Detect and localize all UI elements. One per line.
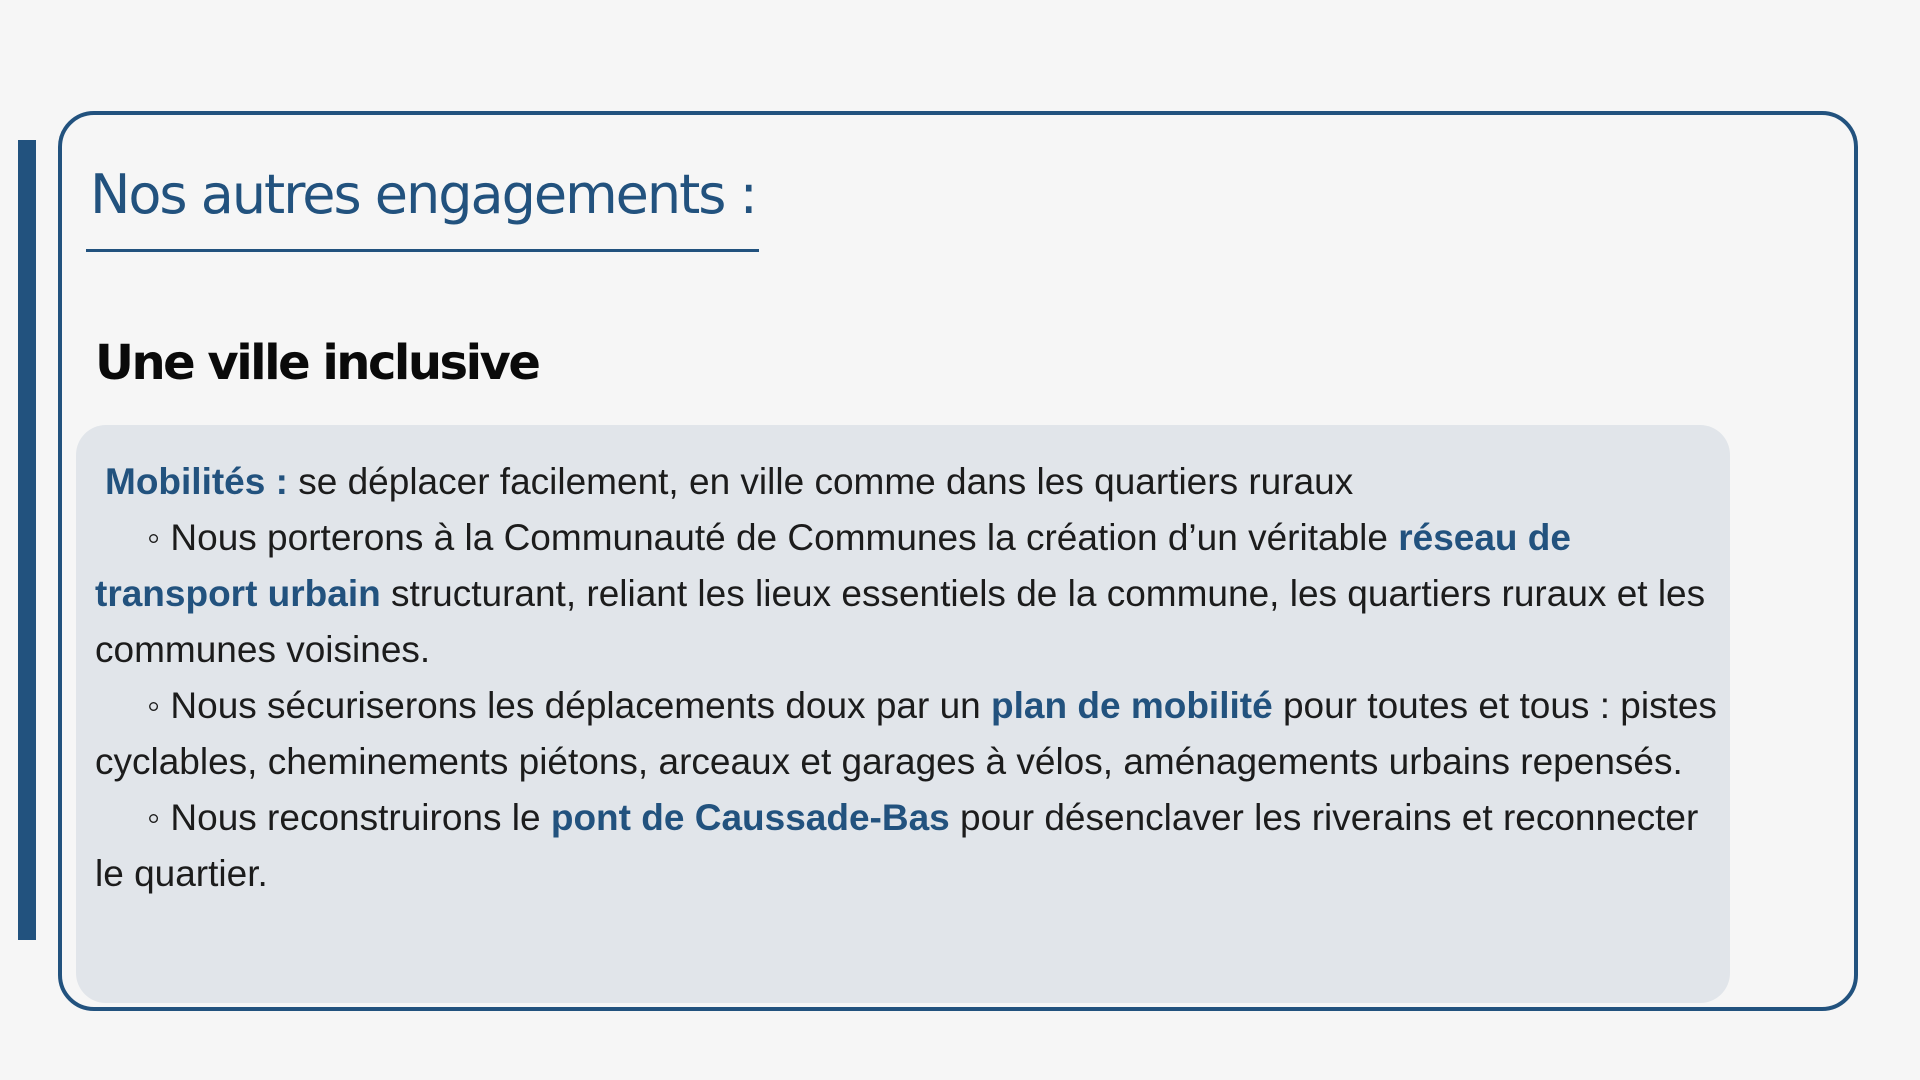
bullet-highlight: plan de mobilité bbox=[991, 685, 1273, 726]
bullet-text: Nous porterons à la Communauté de Communes la création d’un véritable bbox=[160, 517, 1399, 558]
bullet-text: pour désenclaver les riverains et reconnecter le quartier. bbox=[95, 797, 1699, 894]
bullet-marker: ◦ bbox=[147, 517, 161, 558]
bullet-text: Nous reconstruirons le bbox=[160, 797, 551, 838]
page-title: Nos autres engagements : bbox=[90, 163, 756, 226]
bullet-text: structurant, reliant les lieux essentiels de la commune, les quartiers ruraux et les communes voisines. bbox=[95, 573, 1706, 670]
bullet-item bbox=[95, 678, 1735, 790]
bullet-marker: ◦ bbox=[147, 797, 161, 838]
bullet-text: Nous sécuriserons les déplacements doux par un bbox=[160, 685, 992, 726]
topic-label: Mobilités : bbox=[105, 461, 288, 502]
bullet-highlight: pont de Caussade-Bas bbox=[550, 797, 950, 838]
section-heading: Une ville inclusive bbox=[95, 335, 539, 391]
title-underline bbox=[86, 249, 759, 252]
bullet-item bbox=[95, 790, 1735, 902]
topic-line bbox=[95, 454, 1735, 510]
bullet-highlight: réseau de transport urbain bbox=[95, 517, 1571, 614]
bullet-text: pour toutes et tous : pistes cyclables, cheminements piétons, arceaux et garages à vélos, aménagements urbains repensés. bbox=[95, 685, 1717, 782]
left-accent-bar bbox=[18, 140, 36, 940]
content-text bbox=[95, 454, 1735, 902]
bullet-item bbox=[95, 510, 1735, 678]
bullet-marker: ◦ bbox=[147, 685, 161, 726]
topic-description: se déplacer facilement, en ville comme dans les quartiers ruraux bbox=[287, 461, 1354, 502]
